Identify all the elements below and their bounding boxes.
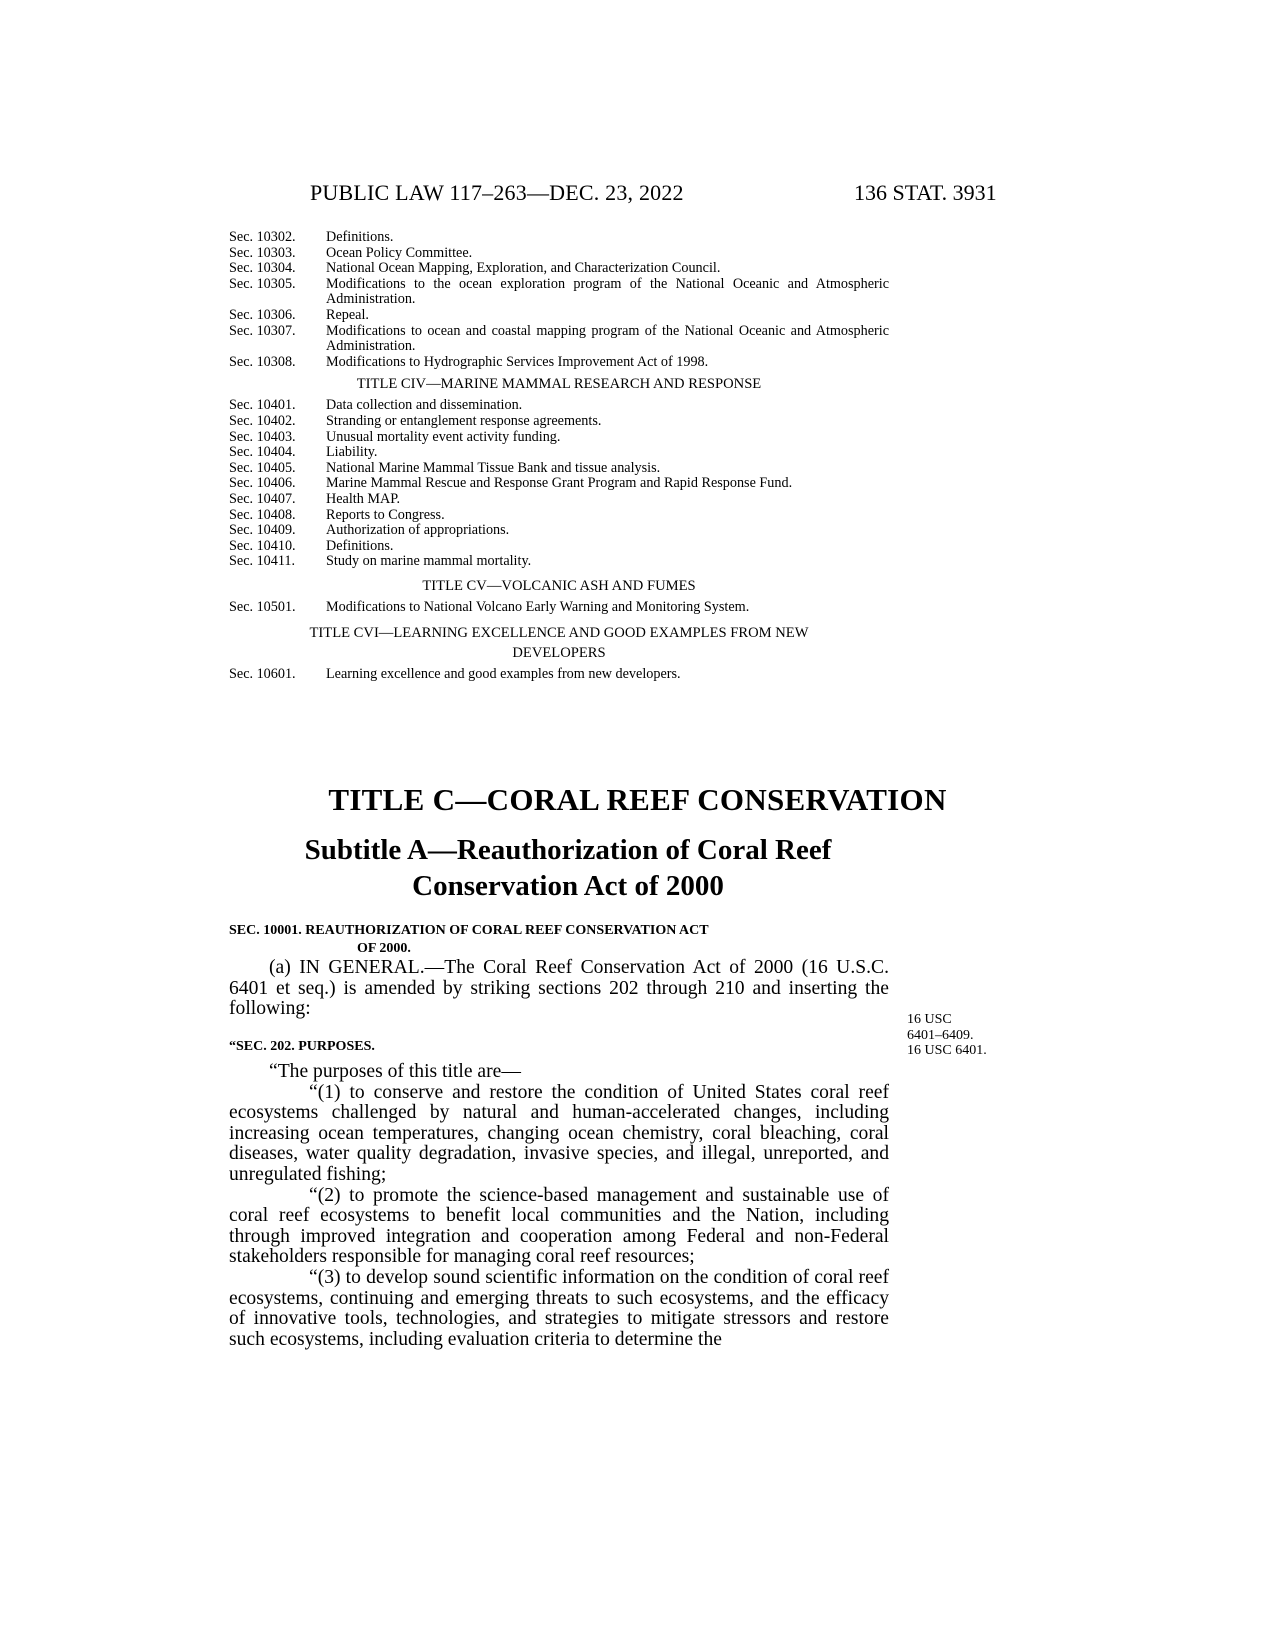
page-header	[0, 180, 1275, 210]
toc-entry: Sec. 10302. Definitions.	[229, 229, 394, 245]
toc-entry: Sec. 10411. Study on marine mammal mortality.	[229, 553, 532, 570]
purpose-item-1: “(1) to conserve and restore the condition of United States coral reef ecosystems challenged by natural and human-accelerated changes, including increasing ocean temperatures, changing ocean chemistry, coral bleaching, coral diseases, water quality degradation, invasive species, and illegal, unreported, and unregulated fishing;	[229, 1081, 889, 1185]
toc-entry: Sec. 10404. Liability.	[229, 444, 378, 461]
law-citation: PUBLIC LAW 117–263—DEC. 23, 2022	[310, 180, 684, 205]
toc-entry: Sec. 10308. Modifications to Hydrographic Services Improvement Act of 1998.	[229, 353, 709, 370]
subtitle-a-line2: Conservation Act of 2000	[412, 870, 724, 902]
stat-page: 136 STAT. 3931	[854, 180, 997, 205]
section-10001-line1: SEC. 10001. REAUTHORIZATION OF CORAL REEF CONSERVATION ACT	[229, 923, 709, 938]
section-10001-line2: OF 2000.	[357, 941, 411, 956]
subtitle-a-heading	[238, 832, 898, 904]
toc-entry: Sec. 10307. Modifications to ocean and coastal mapping program of the National Oceanic and Atmospheric Administration.	[229, 322, 889, 355]
toc-entry: Sec. 10401. Data collection and dissemination.	[229, 397, 523, 414]
toc-entry: Sec. 10409. Authorization of appropriations.	[229, 522, 510, 539]
paragraph-a: (a) IN GENERAL.—The Coral Reef Conservation Act of 2000 (16 U.S.C. 6401 et seq.) is amended by striking sections 202 through 210 and inserting the following:	[229, 957, 889, 1020]
toc-title-cv: TITLE CV—VOLCANIC ASH AND FUMES	[422, 577, 696, 594]
toc-title-civ: TITLE CIV—MARINE MAMMAL RESEARCH AND RESPONSE	[356, 376, 762, 393]
toc-title-cvi-line2: DEVELOPERS	[512, 645, 606, 662]
purposes-intro: “The purposes of this title are—	[269, 1061, 521, 1082]
toc-entry: Sec. 10305. Modifications to the ocean exploration program of the National Oceanic and Atmospheric Administration.	[229, 275, 889, 308]
toc-entry: Sec. 10402. Stranding or entanglement response agreements.	[229, 412, 602, 429]
purpose-item-2: “(2) to promote the science-based management and sustainable use of coral reef ecosystems to benefit local communities and the Nation, including through improved integration and cooperation among Federal and non-Federal stakeholders responsible for managing coral reef resources;	[229, 1184, 889, 1268]
toc-title-cvi-line1: TITLE CVI—LEARNING EXCELLENCE AND GOOD EXAMPLES FROM NEW	[309, 625, 809, 642]
toc-entry: Sec. 10406. Marine Mammal Rescue and Response Grant Program and Rapid Response Fund.	[229, 475, 793, 492]
margin-notes	[907, 1012, 987, 1059]
margin-note: 16 USC 6401.	[907, 1043, 987, 1058]
margin-note: 16 USC	[907, 1012, 952, 1027]
toc-entry: Sec. 10403. Unusual mortality event activity funding.	[229, 428, 561, 445]
toc-entry: Sec. 10303. Ocean Policy Committee.	[229, 244, 473, 261]
section-10001-heading	[229, 922, 889, 958]
toc-entry: Sec. 10405. National Marine Mammal Tissue Bank and tissue analysis.	[229, 459, 661, 476]
toc-group-1	[229, 230, 889, 683]
toc-entry: Sec. 10601. Learning excellence and good examples from new developers.	[229, 666, 681, 683]
toc-entry: Sec. 10501. Modifications to National Volcano Early Warning and Monitoring System.	[229, 598, 750, 615]
purposes-body	[229, 1062, 889, 1350]
toc-entry: Sec. 10408. Reports to Congress.	[229, 506, 445, 523]
toc-entry: Sec. 10407. Health MAP.	[229, 490, 401, 507]
toc-entry: Sec. 10306. Repeal.	[229, 306, 369, 323]
toc-entry: Sec. 10410. Definitions.	[229, 537, 394, 554]
subtitle-a-line1: Subtitle A—Reauthorization of Coral Reef	[304, 834, 832, 866]
margin-note: 6401–6409.	[907, 1027, 974, 1043]
section-202-heading: “SEC. 202. PURPOSES.	[229, 1039, 375, 1054]
title-c-heading: TITLE C—CORAL REEF CONSERVATION	[328, 782, 947, 817]
toc-entry: Sec. 10304. National Ocean Mapping, Exploration, and Characterization Council.	[229, 260, 721, 277]
purpose-item-3: “(3) to develop sound scientific information on the condition of coral reef ecosystems, continuing and emerging threats to such ecosystems, and the efficacy of innovative tools, technologies, and strategies to mitigate stressors and restore such ecosystems, including evaluation criteria to determine the	[229, 1266, 889, 1350]
